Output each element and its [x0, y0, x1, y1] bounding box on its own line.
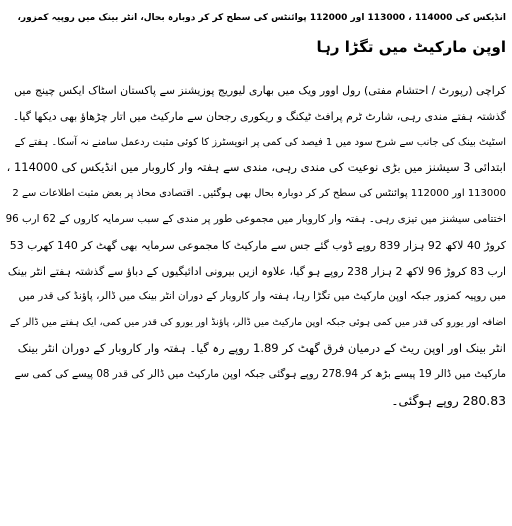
body-line: ابتدائی 3 سیشنز میں بڑی نوعیت کی مندی رہی، مندی سے ہفتہ وار کاروبار میں انڈیکس کی 114000 ،: [6, 160, 506, 175]
body-line: ارب 83 کروڑ 96 لاکھ 2 ہزار 238 روپے ہو گیا، علاوہ ازیں بیرونی ادائیگیوں کے دباؤ سے گذشتہ ہفتے انٹر بینک: [7, 264, 506, 278]
body-line: گذشتہ ہفتے مندی رہی، شارٹ ٹرم پرافٹ ٹیکنگ و ریکوری رجحان سے مارکیٹ میں اتار چڑھاؤ بھی دیکھا گیا۔: [12, 109, 506, 123]
headline-line: انڈیکس کی 114000 ، 113000 اور 112000 پوائنٹس کی سطح کر کر دوبارہ بحال، انٹر بینک میں روپیہ کمزور،: [17, 13, 506, 23]
body-line: 280.83 روپے ہوگئی۔: [391, 392, 506, 408]
body-line: کراچی (رپورٹ / احتشام مفتی) رول اوور ویک میں بھاری لیوریج پوزیشنز سے پاکستان اسٹاک ایکس چینج میں: [14, 84, 506, 97]
article-headline: [6, 4, 506, 62]
body-line: مارکیٹ میں ڈالر 19 پیسے بڑھ کر 278.94 روپے ہوگئی جبکہ اوپن مارکیٹ میں ڈالر کی قدر 08 پیسے کی کمی سے: [14, 367, 506, 380]
body-line: اختتامی سیشنز میں تیزی رہی۔ ہفتہ وار کاروبار میں مجموعی طور پر مندی کے سبب سرمایہ کاروں کے 62 ارب 96: [6, 212, 506, 225]
body-line: 113000 اور 112000 پوائنٹس کی سطح کر کر دوبارہ بحال بھی ہوگئیں۔ اقتصادی محاذ پر بعض مثبت اطلاعات سے 2: [12, 188, 506, 200]
body-line: کروڑ 40 لاکھ 92 ہزار 839 روپے ڈوب گئے جس سے مارکیٹ کا مجموعی سرمایہ بھی گھٹ کر 140 کھرب 53: [9, 238, 506, 252]
body-line: اسٹیٹ بینک کی جانب سے شرح سود میں 1 فیصد کی کمی پر انویسٹرز کا کوئی مثبت ردعمل سامنے نہ آسکا۔ ہفتے کے: [14, 136, 506, 148]
article-body: [6, 78, 506, 413]
body-line: میں روپیہ کمزور جبکہ اوپن مارکیٹ میں تگڑا رہا، ہفتہ وار کاروبار کے دوران انٹر بینک میں ڈالر، پاؤنڈ کی قدر میں: [18, 290, 506, 303]
body-line: اضافہ اور یورو کی قدر میں کمی ہوئی جبکہ اوپن مارکیٹ میں ڈالر، پاؤنڈ اور یورو کی قدر میں کمی، ایک ہفتے میں ڈالر کے: [9, 317, 506, 329]
body-line: انٹر بینک اور اوپن ریٹ کے درمیان فرق گھٹ کر 1.89 روپے رہ گیا۔ ہفتہ وار کاروبار کے دوران انٹر بینک: [17, 340, 506, 355]
headline-line: اوپن مارکیٹ میں تگڑا رہا: [316, 38, 506, 56]
